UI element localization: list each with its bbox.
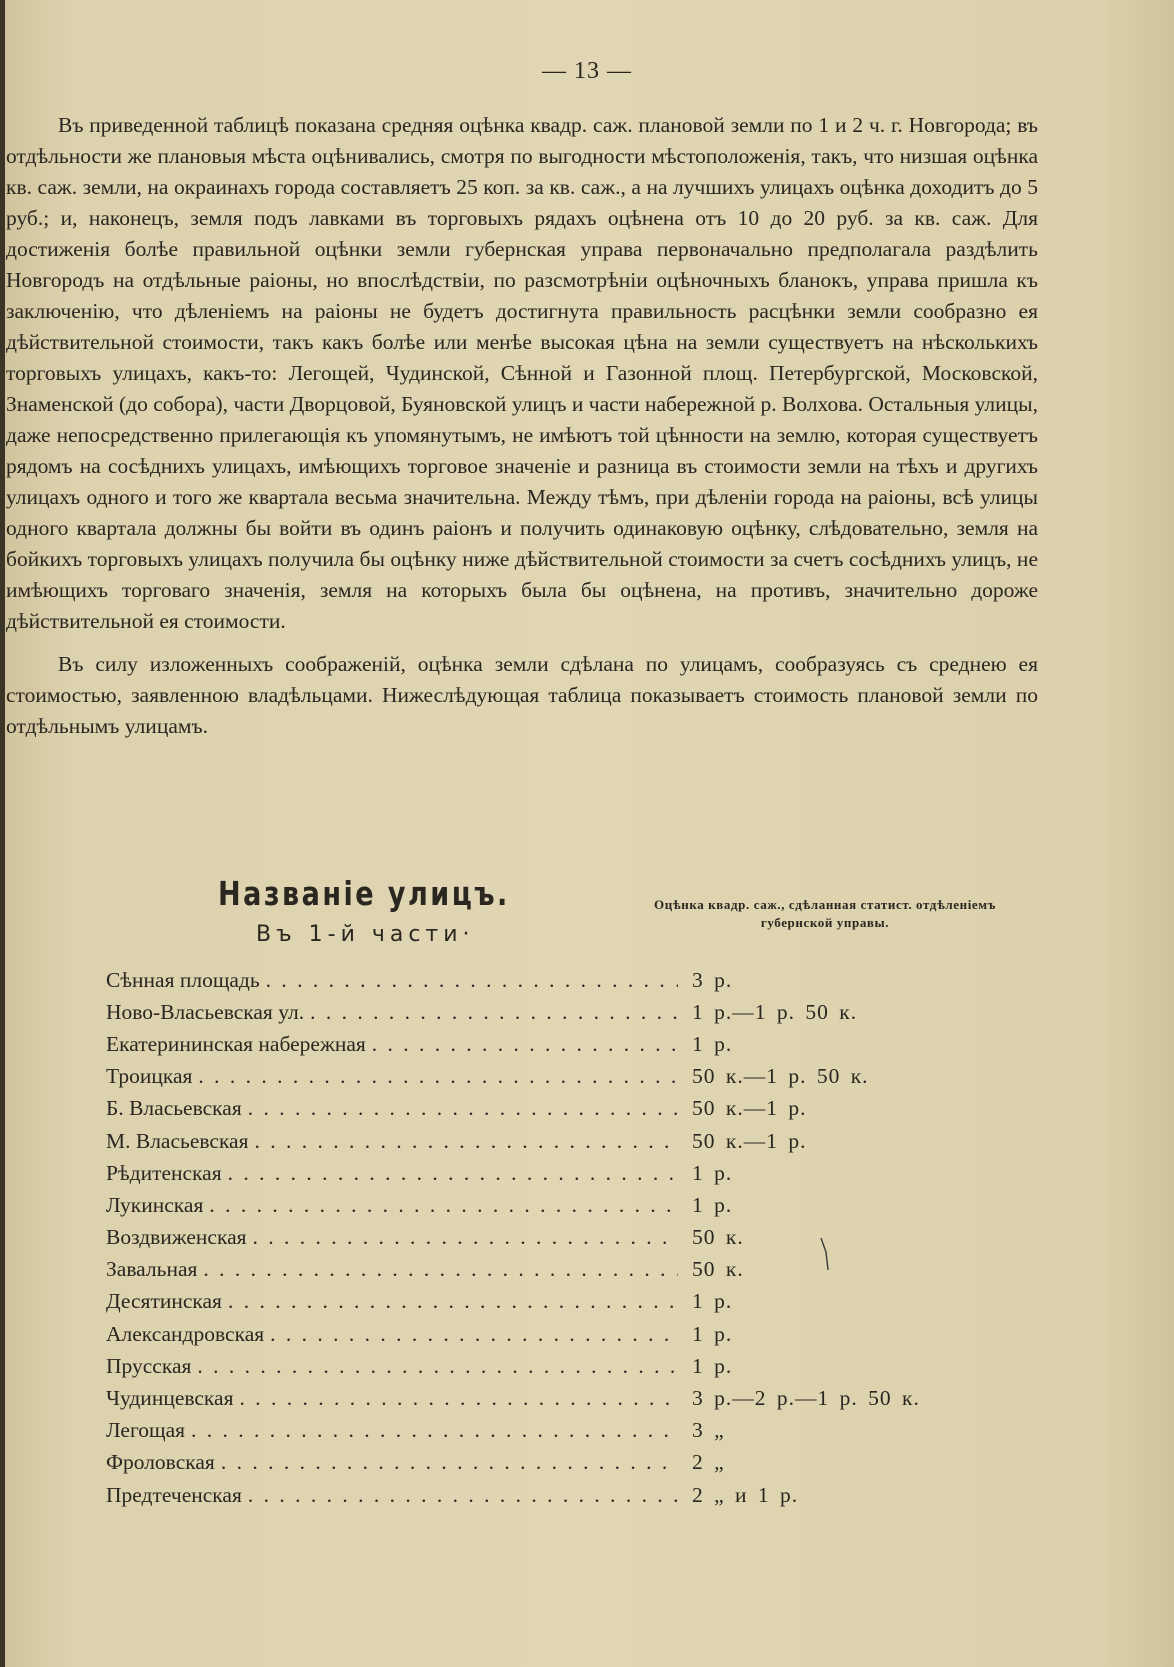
table-heading: Названіе улицъ.: [218, 874, 510, 913]
body-text: [6, 110, 1038, 742]
dot-leader: [248, 1096, 678, 1121]
section-title: Въ 1-й части·: [256, 922, 475, 947]
dot-leader: [191, 1418, 678, 1443]
land-value: 1 р.: [692, 1192, 733, 1217]
dot-leader: [198, 1064, 678, 1089]
table-row: [106, 1479, 920, 1511]
street-name: Екатерининская набережная: [106, 1031, 366, 1056]
pencil-mark: [820, 1238, 830, 1270]
dot-leader: [255, 1129, 679, 1154]
street-name: М. Власьевская: [106, 1128, 249, 1153]
street-name: Прусская: [106, 1353, 192, 1378]
table-row: [106, 1061, 920, 1093]
table-row: [106, 1125, 920, 1157]
land-value: 3 „: [692, 1418, 725, 1443]
street-name: Ново-Власьевская ул.: [106, 999, 305, 1024]
land-value: 1 р.: [692, 1031, 733, 1056]
dot-leader: [209, 1193, 678, 1218]
street-name: Б. Власьевская: [106, 1096, 242, 1121]
table-row: [106, 1415, 920, 1447]
dot-leader: [266, 968, 678, 993]
land-value: 2 „ и 1 р.: [692, 1482, 799, 1507]
dot-leader: [310, 1000, 678, 1025]
table-row: [106, 1222, 920, 1254]
table-row: [106, 1318, 920, 1350]
land-value: 50 к.: [692, 1257, 744, 1282]
street-name: Завальная: [106, 1257, 198, 1282]
street-name: Десятинская: [106, 1289, 222, 1314]
dot-leader: [228, 1289, 678, 1314]
dot-leader: [270, 1322, 678, 1347]
paragraph: Въ силу изложенныхъ соображеній, оцѣнка земли сдѣлана по улицамъ, сообразуясь съ среднею ея стоимостью, заявленною владѣльцами. Нижеслѣдующая таблица показываетъ стоимость плановой земли по отдѣльнымъ улицамъ.: [6, 652, 1038, 738]
dot-leader: [240, 1386, 679, 1411]
street-name: Легощая: [106, 1418, 185, 1443]
table-row: [106, 964, 920, 996]
land-value: 50 к.—1 р. 50 к.: [692, 1064, 869, 1089]
paragraph: Въ приведенной таблицѣ показана средняя оцѣнка квадр. саж. плановой земли по 1 и 2 ч. г. Новгорода; въ отдѣльности же плановыя мѣста оцѣнивались, смотря по выгодности мѣстоположенія, такъ, что низшая оцѣнка кв. саж. земли, на окраинахъ города составляетъ 25 коп. за кв. саж., а на лучшихъ улицахъ оцѣнка доходитъ до 5 руб.; и, наконецъ, земля подъ лавками въ торговыхъ рядахъ оцѣнена отъ 10 до 20 руб. за кв. саж. Для достиженія болѣе правильной оцѣнки земли губернская управа первоначально предполагала раздѣлить Новгородъ на отдѣльные раіоны, но впослѣдствіи, по разсмотрѣніи оцѣночныхъ бланокъ, управа пришла къ заключенію, что дѣленіемъ на раіоны не будетъ достигнута правильность расцѣнки земли сообразно ея дѣйствительной стоимости, такъ какъ болѣе или менѣе высокая цѣна на земли существуетъ на нѣсколькихъ торговыхъ улицахъ, какъ-то: Легощей, Чудинской, Сѣнной и Газонной площ. Петербургской, Московской, Знаменской (до собора), части Дворцовой, Буяновской улицъ и части набережной р. Волхова. Остальныя улицы, даже непосредственно прилегающія къ упомянутымъ, не имѣютъ той цѣнности на землю, которая существуетъ рядомъ на сосѣднихъ улицахъ, имѣющихъ торговое значеніе и разница въ стоимости земли на тѣхъ и другихъ улицахъ одного и того же квартала весьма значительна. Между тѣмъ, при дѣленіи города на раіоны, всѣ улицы одного квартала должны бы войти въ одинъ раіонъ и получить одинаковую оцѣнку, слѣдовательно, земля на бойкихъ торговыхъ улицахъ получила бы оцѣнку ниже дѣйствительной стоимости за счетъ сосѣднихъ улицъ, не имѣющихъ торговаго значенія, земля на которыхъ была бы оцѣнена, на противъ, значительно дороже дѣйствительной ея стоимости.: [6, 113, 1038, 633]
street-name: Сѣнная площадь: [106, 967, 260, 992]
page-edge-shadow: [0, 0, 5, 1667]
land-value: 1 р.—1 р. 50 к.: [692, 999, 858, 1024]
table-row: [106, 1350, 920, 1382]
dot-leader: [203, 1257, 678, 1282]
table-row: [106, 1286, 920, 1318]
table-row: [106, 1189, 920, 1221]
table-row: [106, 996, 920, 1028]
street-name: Предтеченская: [106, 1482, 242, 1507]
land-value: 1 р.: [692, 1160, 733, 1185]
land-value: 3 р.: [692, 967, 733, 992]
land-value: 50 к.—1 р.: [692, 1096, 807, 1121]
street-name: Александровская: [106, 1321, 265, 1346]
table-row: [106, 1382, 920, 1414]
street-name: Воздвиженская: [106, 1225, 247, 1250]
dot-leader: [248, 1483, 678, 1508]
table-row: [106, 1447, 920, 1479]
street-name: Лукинская: [106, 1192, 204, 1217]
dot-leader: [197, 1354, 678, 1379]
page-number: — 13 —: [542, 58, 632, 84]
dot-leader: [221, 1450, 678, 1475]
street-table: [106, 964, 920, 1511]
land-value: 1 р.: [692, 1353, 733, 1378]
table-row: [106, 1254, 920, 1286]
street-name: Чудинцевская: [106, 1386, 234, 1411]
land-value: 1 р.: [692, 1321, 733, 1346]
table-row: [106, 1093, 920, 1125]
street-name: Рѣдитенская: [106, 1160, 222, 1185]
table-row: [106, 1028, 920, 1060]
dot-leader: [372, 1032, 678, 1057]
land-value: 2 „: [692, 1450, 725, 1475]
dot-leader: [253, 1225, 678, 1250]
land-value: 1 р.: [692, 1289, 733, 1314]
street-name: Троицкая: [106, 1064, 193, 1089]
column-header: Оцѣнка квадр. саж., сдѣланная статист. отдѣленіемъ губернской управы.: [654, 897, 996, 930]
land-value: 50 к.: [692, 1225, 744, 1250]
dot-leader: [228, 1161, 678, 1186]
land-value: 50 к.—1 р.: [692, 1128, 807, 1153]
street-name: Фроловская: [106, 1450, 215, 1475]
land-value: 3 р.—2 р.—1 р. 50 к.: [692, 1386, 920, 1411]
table-row: [106, 1157, 920, 1189]
